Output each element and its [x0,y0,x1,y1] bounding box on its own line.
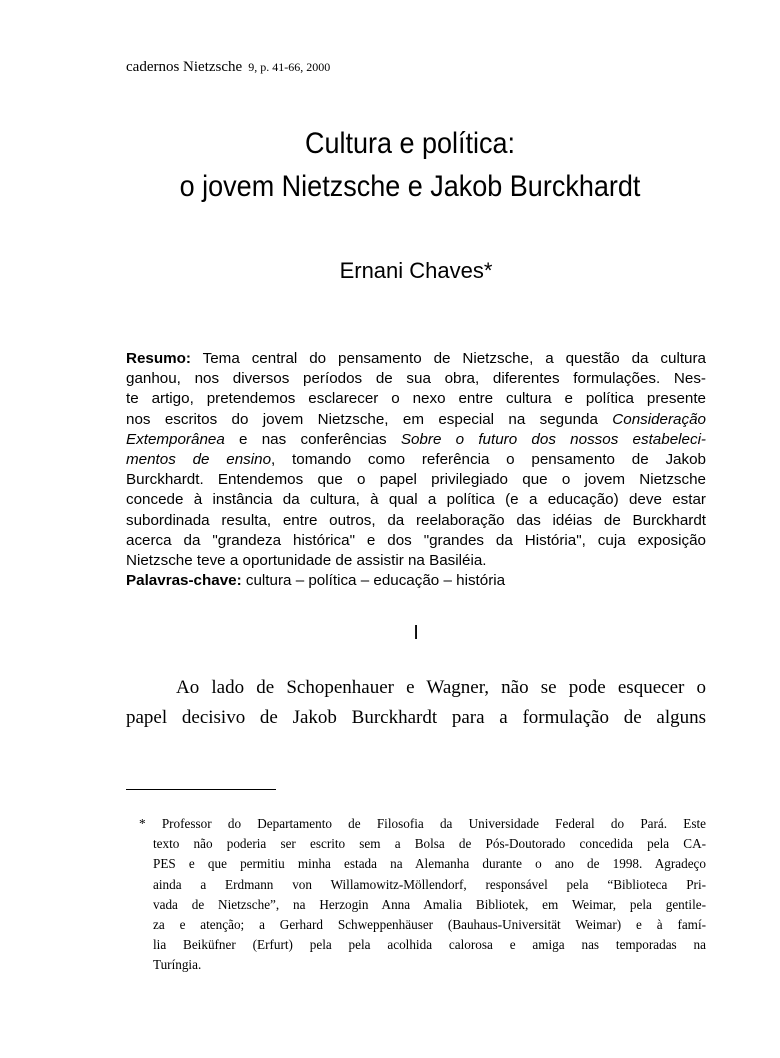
abstract [126,349,706,591]
footnote-line: ainda a Erdmann von Willamowitz-Möllendorf, responsável pela “Biblioteca Pri- [153,876,706,892]
abstract-line: nos escritos do jovem Nietzsche, em especial na segunda Consideração [126,410,706,428]
footnote-line: za e atenção; a Gerhard Schweppenhäuser (Bauhaus-Universität Weimar) e à famí- [153,917,706,933]
footnote-line: Turíngia. [153,957,202,973]
keywords-line [126,571,706,591]
abstract-line: acerca da "grandeza histórica" e dos "grandes da História", cuja exposição [126,531,706,549]
title-line-1: Cultura e política: [304,127,516,160]
footnote-rule [126,789,276,790]
keywords: cultura – política – educação – história [241,572,506,590]
running-head [126,59,330,76]
abstract-label: Resumo: [126,350,191,367]
abstract-line: subordinada resulta, entre outros, da reelaboração das idéias de Burckhardt [126,511,706,529]
abstract-line: Extemporânea e nas conferências Sobre o futuro dos nossos estabeleci- [126,430,706,448]
article-title [131,122,689,208]
author-name: Ernani Chaves* [339,258,493,283]
body-line: papel decisivo de Jakob Burckhardt para a formulação de alguns [126,707,706,728]
footnote-line: PES e que permitiu minha estada na Alemanha durante o ano de 1998. Agradeço [153,856,706,872]
footnote-line: lia Beiküfner (Erfurt) pela pela acolhida calorosa e amiga nas temporadas na [153,937,706,953]
journal-name: cadernos Nietzsche [126,59,243,75]
abstract-line: te artigo, pretendemos esclarecer o nexo entre cultura e política presente [126,390,706,408]
footnote [126,814,706,976]
title-line-2: o jovem Nietzsche e Jakob Burckhardt [179,170,641,203]
footnote-line: * Professor do Departamento de Filosofia da Universidade Federal do Pará. Este [139,816,706,831]
abstract-line: mentos de ensino, tomando como referência o pensamento de Jakob [126,451,706,469]
footnote-line: texto não poderia ser escrito sem a Bolsa de Pós-Doutorado concedida pela CA- [153,836,706,852]
keywords-label: Palavras-chave: [126,572,242,590]
body-line: Ao lado de Schopenhauer e Wagner, não se pode esquecer o [176,677,706,698]
section-number: I [413,622,419,644]
footnote-line: vada de Nietzsche”, na Herzogin Anna Amalia Bibliotek, em Weimar, pela gentile- [153,896,706,912]
abstract-line: Nietzsche teve a oportunidade de assistir na Basiléia. [126,552,487,570]
abstract-line: concede à instância da cultura, à qual a política (e a educação) deve estar [126,491,706,509]
abstract-line: Burckhardt. Entendemos que o papel privilegiado que o jovem Nietzsche [126,471,706,489]
abstract-line: ganhou, nos diversos períodos de sua obra, diferentes formulações. Nes- [126,370,706,388]
body-paragraph [126,673,706,733]
issue-reference: 9, p. 41-66, 2000 [248,60,331,74]
abstract-line: Resumo: Tema central do pensamento de Nietzsche, a questão da cultura [126,350,706,367]
